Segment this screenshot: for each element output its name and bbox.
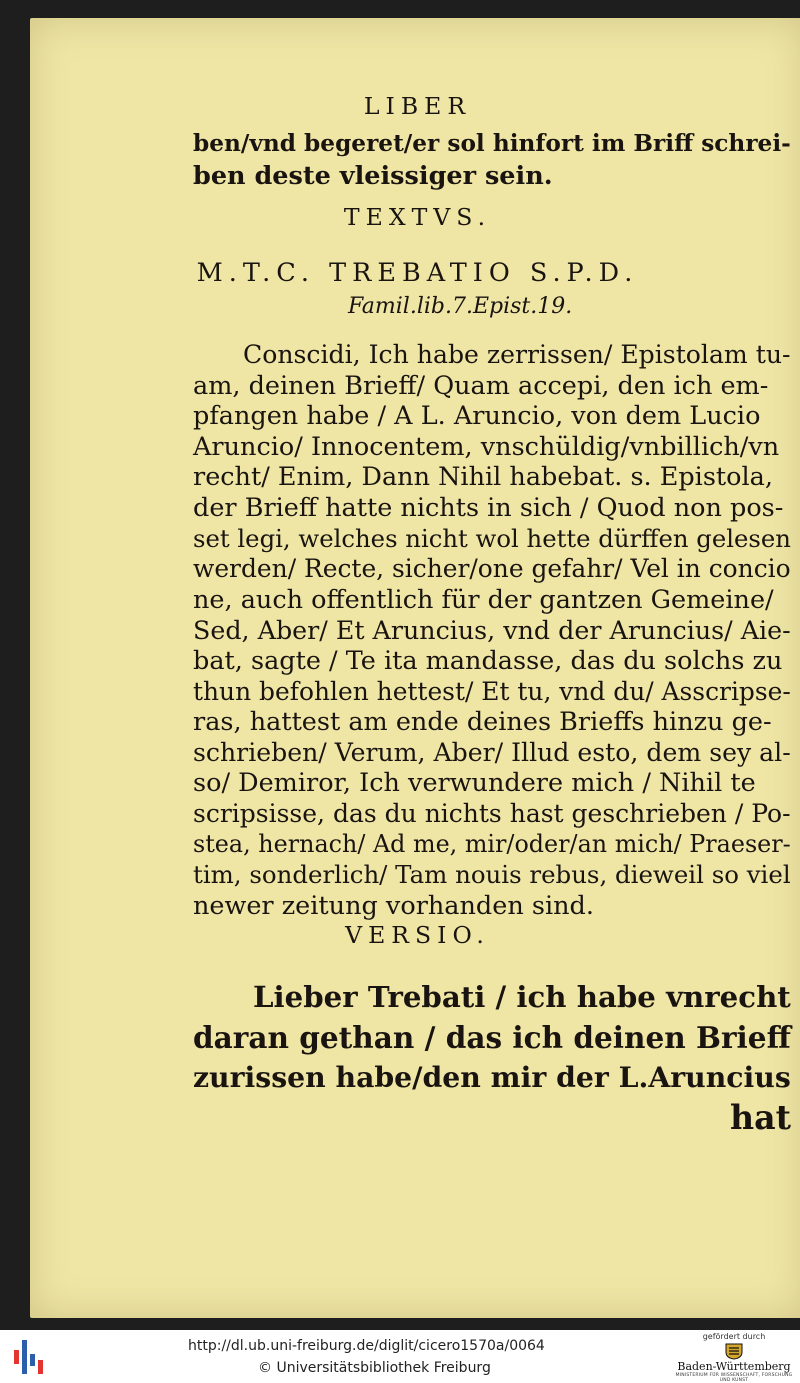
text-line: der Brieff hatte nichts in sich / Quod non pos- (193, 493, 784, 523)
text-line: tim, sonderlich/ Tam nouis rebus, dieweil so viel (193, 860, 791, 890)
text-line: set legi, welches nicht wol hette dürffen gelesen (193, 523, 791, 553)
letter-heading: M.T.C. TREBATIO S.P.D. (196, 258, 639, 288)
text-line: scripsisse, das du nichts hast geschrieben / Po- (193, 799, 791, 828)
textus-heading: TEXTVS. (343, 203, 492, 231)
text-line: ne, auch offentlich für der gantzen Gemeine/ (193, 584, 774, 615)
sponsor-state: Baden-Württemberg (677, 1360, 791, 1373)
text-line: am, deinen Brieff/ Quam accepi, den ich em- (193, 370, 769, 401)
sponsor-ministry: MINISTERIUM FÜR WISSENSCHAFT, FORSCHUNG UND KUNST (675, 1373, 793, 1383)
sponsor-block (672, 1332, 796, 1382)
versio-line-3: zurissen habe/den mir der L.Aruncius (193, 1060, 791, 1094)
state-crest-icon (723, 1342, 745, 1360)
page-url-link[interactable]: http://dl.ub.uni-freiburg.de/diglit/cicero1570a/0064 (188, 1338, 545, 1354)
intro-line-2: ben deste vleissiger sein. (193, 161, 553, 191)
text-line: bat, sagte / Te ita mandasse, das du solchs zu (193, 646, 783, 676)
intro-line-1: ben/vnd begeret/er sol hinfort im Briff schrei- (193, 130, 791, 157)
text-line: thun befohlen hettest/ Et tu, vnd du/ Asscripse- (193, 676, 791, 706)
versio-line-4: hat (730, 1098, 791, 1137)
sponsor-prefix: gefördert durch (702, 1332, 766, 1341)
text-line: so/ Demiror, Ich verwundere mich / Nihil te (193, 768, 756, 799)
copyright-text: © Universitätsbibliothek Freiburg (258, 1360, 491, 1376)
text-line: pfangen habe / A L. Aruncio, von dem Lucio (193, 401, 761, 432)
running-head: LIBER (363, 92, 472, 120)
text-line: recht/ Enim, Dann Nihil habebat. s. Epistola, (193, 462, 773, 493)
text-line: newer zeitung vorhanden sind. (193, 890, 594, 921)
text-line: schrieben/ Verum, Aber/ Illud esto, dem sey al- (193, 737, 791, 767)
text-line: ras, hattest am ende deines Brieffs hinzu ge- (193, 707, 772, 738)
text-line: stea, hernach/ Ad me, mir/oder/an mich/ Praeser- (193, 829, 791, 858)
text-line: Aruncio/ Innocentem, vnschüldig/vnbillich/vn (193, 431, 780, 462)
text-line: Sed, Aber/ Et Aruncius, vnd der Aruncius/ Aie- (193, 615, 791, 646)
library-logo-icon (10, 1336, 50, 1378)
text-line: Conscidi, Ich habe zerrissen/ Epistolam tu- (243, 340, 791, 369)
versio-heading: VERSIO. (345, 921, 490, 949)
book-page (30, 18, 800, 1318)
footer-bar (0, 1330, 800, 1383)
versio-line-2: daran gethan / das ich deinen Brieff (193, 1020, 791, 1055)
versio-line-1: Lieber Trebati / ich habe vnrecht (253, 980, 791, 1014)
text-line: werden/ Recte, sicher/one gefahr/ Vel in concio (193, 554, 791, 584)
letter-reference: Famil.lib.7.Epist.19. (348, 294, 573, 319)
